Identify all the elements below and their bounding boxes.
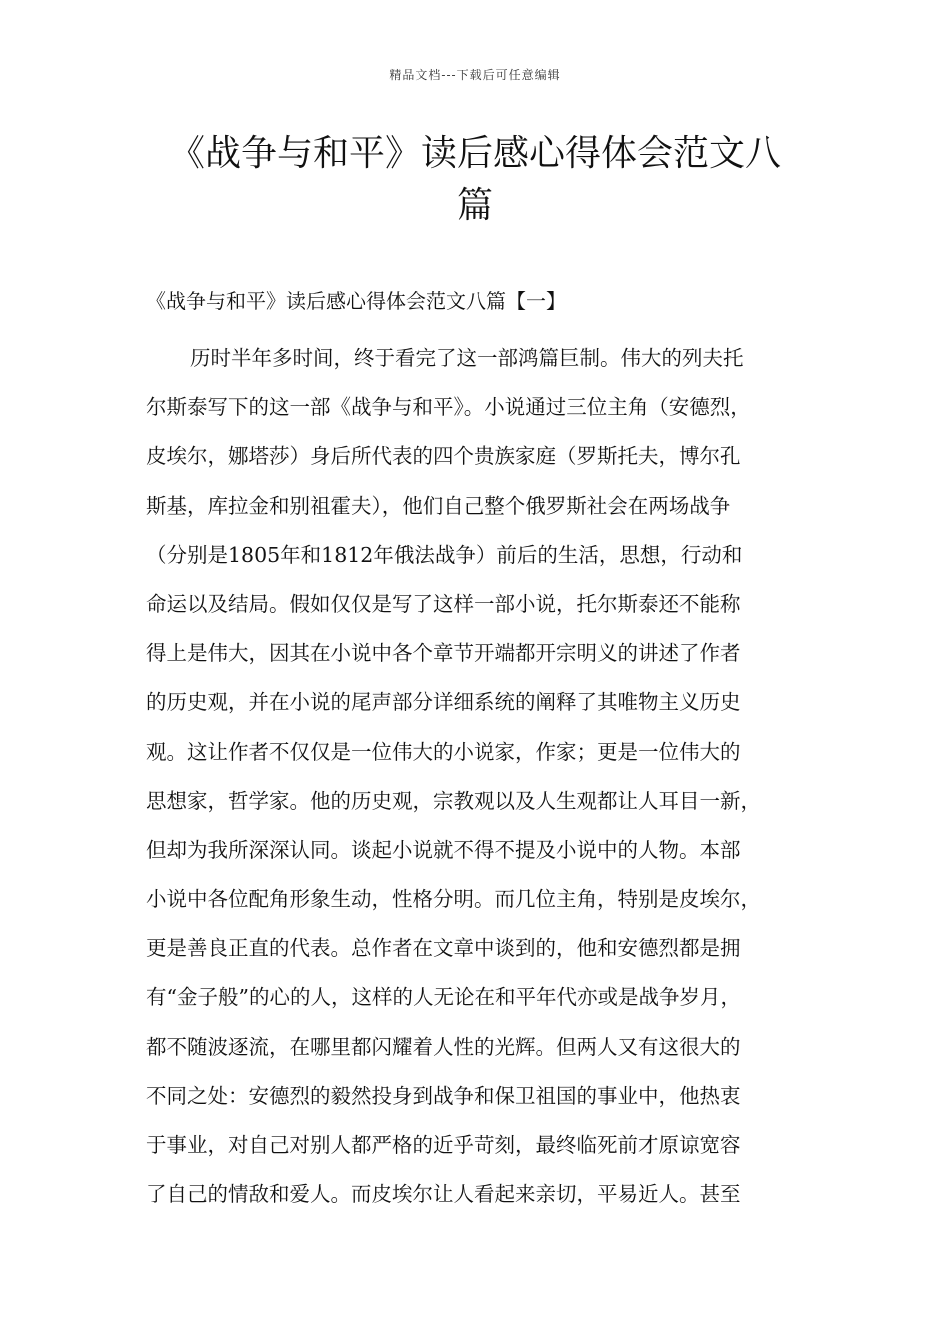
body-line: 的历史观，并在小说的尾声部分详细系统的阐释了其唯物主义历史 xyxy=(146,690,741,715)
body-line: 历时半年多时间，终于看完了这一部鸿篇巨制。伟大的列夫托 xyxy=(190,346,744,370)
body-line: 于事业，对自己对别人都严格的近乎苛刻，最终临死前才原谅宽容 xyxy=(146,1133,741,1157)
body-line: 观。这让作者不仅仅是一位伟大的小说家，作家；更是一位伟大的 xyxy=(146,739,741,764)
section-heading: 《战争与和平》读后感心得体会范文八篇【一】 xyxy=(146,289,566,313)
body-line: 斯基，库拉金和别祖霍夫），他们自己整个俄罗斯社会在两场战争 xyxy=(146,493,731,518)
body-line: 小说中各位配角形象生动，性格分明。而几位主角，特别是皮埃尔， xyxy=(146,887,761,912)
body-line: 得上是伟大，因其在小说中各个章节开端都开宗明义的讲述了作者 xyxy=(146,641,741,666)
body-line: 思想家，哲学家。他的历史观，宗教观以及人生观都让人耳目一新， xyxy=(146,788,761,813)
body-paragraph xyxy=(146,334,826,1219)
title-line: 篇 xyxy=(456,185,493,226)
body-line: 更是善良正直的代表。总作者在文章中谈到的，他和安德烈都是拥 xyxy=(146,936,741,961)
body-line: 不同之处：安德烈的毅然投身到战争和保卫祖国的事业中，他热衷 xyxy=(146,1083,741,1108)
body-line: （分别是1805年和1812年俄法战争）前后的生活，思想，行动和 xyxy=(146,542,743,567)
header-note: 精品文档---下载后可任意编辑 xyxy=(389,68,561,82)
body-line: 了自己的情敌和爱人。而皮埃尔让人看起来亲切，平易近人。甚至 xyxy=(146,1182,741,1207)
document-title xyxy=(120,128,830,232)
body-line: 尔斯泰写下的这一部《战争与和平》。小说通过三位主角（安德烈， xyxy=(146,395,751,420)
body-line: 都不随波逐流，在哪里都闪耀着人性的光辉。但两人又有这很大的 xyxy=(146,1034,741,1059)
body-line: 但却为我所深深认同。谈起小说就不得不提及小说中的人物。本部 xyxy=(146,837,741,862)
body-line: 命运以及结局。假如仅仅是写了这样一部小说，托尔斯泰还不能称 xyxy=(146,591,741,616)
body-line: 皮埃尔，娜塔莎）身后所代表的四个贵族家庭（罗斯托夫，博尔孔 xyxy=(146,444,741,469)
title-line: 《战争与和平》读后感心得体会范文八 xyxy=(168,133,781,174)
body-line: 有“金子般”的心的人，这样的人无论在和平年代亦或是战争岁月， xyxy=(146,985,741,1010)
